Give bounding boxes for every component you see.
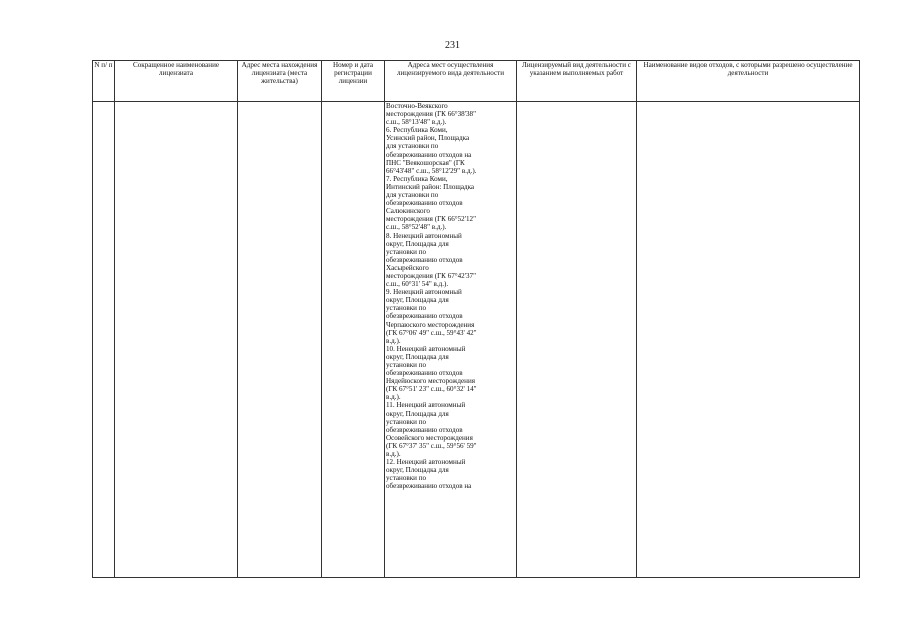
activity-address-line: (ГК 67°51' 23" с.ш., 60°32' 14": [386, 385, 477, 394]
activity-address-line: 12. Ненецкий автономный: [386, 458, 466, 467]
cell-licensee-address: [238, 102, 322, 578]
activity-address-line: месторождения (ГК 66°38'38": [386, 110, 476, 119]
activity-address-line: (ГК 67°37' 35" с.ш., 59°56' 59": [386, 441, 477, 450]
activity-address-line: установки по: [386, 474, 427, 483]
header-activity-addresses: Адреса мест осуществления лицензируемого вида деятельности: [385, 61, 517, 102]
activity-address-line: установки по: [386, 361, 427, 369]
activity-address-line: Хасырейского: [386, 263, 429, 272]
activity-address-line: обезвреживанию отходов: [386, 425, 463, 434]
activity-address-line: 10. Ненецкий автономный: [386, 344, 466, 353]
activity-address-line: Осовейского месторождения: [386, 433, 473, 442]
activity-address-line: установки по: [386, 247, 427, 256]
activity-address-line: с.ш., 58°13'48" в.д.).: [386, 118, 447, 127]
header-licensee-address: Адрес места нахождения лицензиата (места жительства): [238, 61, 322, 102]
activity-address-line: с.ш., 58°52'48" в.д.).: [386, 223, 447, 232]
table-header-row: [93, 61, 860, 102]
activity-address-line: для установки по: [386, 191, 439, 200]
table-row: [93, 102, 860, 578]
activity-address-line: Интинский район: Площадка: [386, 182, 475, 191]
activity-address-line: обезвреживанию отходов на: [386, 150, 472, 159]
license-table: [92, 60, 860, 578]
activity-address-line: округ, Площадка для: [386, 466, 449, 475]
activity-address-line: 66°43'48" с.ш., 58°12'29" в.д.).: [386, 166, 477, 175]
activity-address-line: 11. Ненецкий автономный: [386, 401, 466, 410]
activity-address-line: обезвреживанию отходов: [386, 369, 463, 378]
header-waste-types: Наименование видов отходов, с которыми разрешено осуществление деятельности: [637, 61, 860, 102]
activity-address-line: (ГК 67°06' 49" с.ш., 59°43' 42": [386, 328, 477, 337]
activity-address-line: 7. Республика Коми,: [386, 174, 448, 183]
activity-address-line: округ, Площадка для: [386, 239, 449, 248]
cell-number: [93, 102, 115, 578]
header-number: N п/ п: [93, 61, 115, 102]
header-activity-type: Лицензируемый вид деятельности с указанием выполняемых работ: [517, 61, 637, 102]
activity-address-line: округ, Площадка для: [386, 352, 449, 361]
activity-address-line: Усинский район, Площадка: [386, 134, 470, 143]
activity-address-line: месторождения (ГК 67°42'37": [386, 271, 476, 280]
cell-license-registration: [322, 102, 385, 578]
cell-waste-types: [637, 102, 860, 578]
activity-address-line: Черпаюского месторождения: [386, 320, 475, 329]
activity-address-line: в.д.).: [386, 450, 401, 459]
cell-activity-type: [517, 102, 637, 578]
activity-address-line: округ, Площадка для: [386, 296, 449, 305]
activity-address-line: обезвреживанию отходов: [386, 312, 463, 321]
activity-address-line: в.д.).: [386, 393, 401, 402]
activity-address-line: обезвреживанию отходов: [386, 255, 463, 264]
header-license-registration: Номер и дата регистрации лицензии: [322, 61, 385, 102]
activity-address-line: Восточно-Веякского: [386, 102, 448, 110]
activity-address-line: 9. Ненецкий автономный: [386, 288, 462, 297]
activity-address-line: обезвреживанию отходов на: [386, 482, 472, 491]
activity-address-line: 8. Ненецкий автономный: [386, 231, 462, 240]
cell-activity-addresses: [385, 102, 517, 578]
activity-address-line: в.д.).: [386, 336, 401, 345]
activity-address-line: Салюкинского: [386, 207, 430, 216]
activity-address-line: с.ш., 60°31' 54" в.д.).: [386, 280, 449, 289]
page-number: 231: [445, 40, 460, 51]
activity-address-line: округ, Площадка для: [386, 409, 449, 418]
cell-licensee-name: [115, 102, 238, 578]
header-licensee-name: Сокращенное наименование лицензиата: [115, 61, 238, 102]
activity-address-line: ПНС "Веякошорская" (ГК: [386, 158, 465, 167]
activity-address-line: установки по: [386, 304, 427, 313]
activity-address-line: Нядейюского месторождения: [386, 377, 476, 386]
activity-address-line: для установки по: [386, 142, 439, 151]
activity-address-line: обезвреживанию отходов: [386, 199, 463, 208]
activity-address-line: 6. Республика Коми,: [386, 126, 448, 135]
activity-address-list: [386, 102, 515, 491]
activity-address-line: месторождения (ГК 66°52'12": [386, 215, 476, 224]
activity-address-line: установки по: [386, 417, 427, 426]
